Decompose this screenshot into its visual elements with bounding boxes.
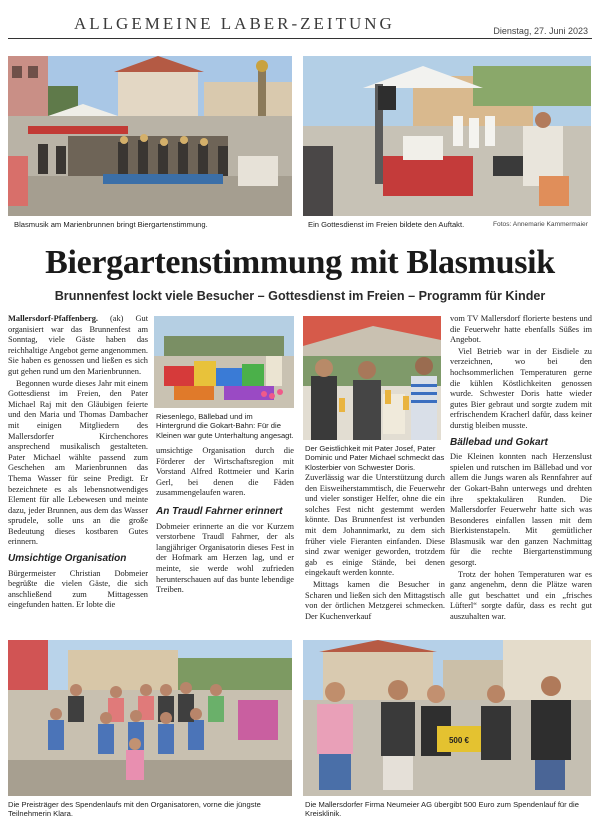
paragraph: vom TV Mallersdorf florierte bestens und die Feuerwehr hatte ebenfalls Süßes im Angebot. <box>450 314 592 345</box>
paragraph: Begonnen wurde dieses Jahr mit einem Gottesdienst im Freien, den Pater Michael Raj mit den Gläubigen feierte und den Maria und Thomas Dambacher mit einigen Mitgliedern des Mallersdorfer Kirchenchores ansprechend musikalisch gestalteten. Pater Michael wählte passend zum Geschehen am Marienbrunnen das Thema Wasser für seine Predigt. Er bezeichnete es als lebensnotwendiges Element für alle Lebewesen und meinte dazu, jeder Brunnen, aus dem das Wasser sprudele, solle uns an die große Bedeutung dieses kostbaren Gutes erinnern. <box>8 378 148 547</box>
headline: Biergartenstimmung mit Blasmusik <box>45 244 555 281</box>
section-heading: An Traudl Fahrner erinnert <box>156 505 283 517</box>
photo-charity-run-winners <box>8 640 292 796</box>
article-column-1 <box>8 314 148 611</box>
photo-brass-band <box>8 56 292 216</box>
photo-credit: Fotos: Annemarie Kammermaier <box>493 221 588 228</box>
dateline: Mallersdorf-Pfaffenberg. <box>8 314 98 323</box>
section-heading: Umsichtige Organisation <box>8 553 127 565</box>
article-column-2 <box>156 446 294 596</box>
paragraph: Viel Betrieb war in der Eisdiele zu verzeichnen, wo bei den hochsommerlichen Temperaturen gerne die kühlen Köstlichkeiten genossen wurde. Schwester Doris hatte wieder gutes Bier gebraut und sorgte zudem mit erfrischendem Kracherl dafür, dass keiner durstig bleiben musste. <box>450 346 592 430</box>
article-column-3 <box>305 473 445 622</box>
paragraph: Gut organisiert war das Brunnenfest am Sonntag, viele Gäste haben das reichhaltige Angebot gerne angenommen. Sie haben es genossen und ließen es sich gut gehen rund um den Marienbrunnen. <box>8 314 149 376</box>
caption-clergy: Der Geistlichkeit mit Pater Josef, Pater Dominic und Pater Michael schmeckt das Klosterbier von Schwester Doris. <box>305 444 445 472</box>
donation-sign-text: 500 € <box>448 736 470 745</box>
paragraph: Zuverlässig war die Unterstützung durch den Eisweiherstammtisch, die Feuerwehr und vieler sonstiger Helfer, ohne die ein solches Fest nicht gestemmt werden könnte. Das Brunnenfest ist verbunden mit dem Johannimarkt, zu dem sich früher viele Fieranten einfanden. Diese sind zwar weniger geworden, trotzdem gab es einige Stände, bei denen eingekauft werden konnte. <box>305 473 445 578</box>
caption-bottom-left: Die Preisträger des Spendenlaufs mit den Organisatoren, vorne die jüngste Teilnehmerin Klara. <box>8 800 261 819</box>
paragraph: Trotz der hohen Temperaturen war es ganz angenehm, denn die Plätze waren alle gut beschattet und ein „frisches Lüfterl“ sorgte dafür, dass es recht gut auszuhalten war. <box>450 569 592 622</box>
photo-donation-handover <box>303 640 591 796</box>
caption-top-left: Blasmusik am Marienbrunnen bringt Biergartenstimmung. <box>14 220 208 229</box>
photo-outdoor-service <box>303 56 591 216</box>
masthead <box>8 4 592 39</box>
section-heading: Bällebad und Gokart <box>450 436 548 448</box>
caption-kids: Riesenlego, Bällebad und im Hintergrund die Gokart-Bahn: Für die Kleinen war gute Unterhaltung angesagt. <box>156 412 294 440</box>
photo-kids-play <box>154 316 294 408</box>
article-column-4 <box>450 314 592 623</box>
paragraph: Bürgermeister Christian Dobmeier begrüßte die vielen Gäste, die sich anschließend zum Mittagessen eingefunden hatten. Er lobte die <box>8 568 148 610</box>
paragraph: umsichtige Organisation durch die Förderer der Wirtschaftsregion mit Vorstand Alfred Rottmeier und Karin Gerl, bei denen die Fäden zusammengelaufen waren. <box>156 446 294 498</box>
newspaper-name: ALLGEMEINE LABER-ZEITUNG <box>74 14 395 33</box>
subheadline: Brunnenfest lockt viele Besucher – Gottesdienst im Freien – Programm für Kinder <box>54 289 546 303</box>
caption-bottom-right: Die Mallersdorfer Firma Neumeier AG übergibt 500 Euro zum Spendenlauf für die Kreisklinik. <box>305 800 579 819</box>
photo-clergy-beer <box>303 316 441 440</box>
author-tag: (ak) <box>109 314 124 323</box>
caption-top-right: Ein Gottesdienst im Freien bildete den Auftakt. <box>308 220 465 229</box>
paragraph: Die Kleinen konnten nach Herzenslust spielen und rutschen im Bällebad und vor allem die Jungs waren als Rennfahrer auf der Gokart-Bahn unterwegs und drehten ihre spektakulären Runden. Die Mallersdorfer Feuerwehr hatte sich was Besonderes einfallen lassen mit dem Bierkistenstapeln. Mit gemütlicher Blasmusik war den ganzen Nachmittag für die rechte Biergartenstimmung gesorgt. <box>450 452 592 568</box>
issue-date: Dienstag, 27. Juni 2023 <box>493 26 588 36</box>
paragraph: Mittags kamen die Besucher in Scharen und ließen sich den Mittagstisch von der örtlichen Metzgerei schmecken. Der Kuchenverkauf <box>305 579 445 621</box>
paragraph: Dobmeier erinnerte an die vor Kurzem verstorbene Traudl Fahrner, der als langjähriger Organisatorin dieses Fest in der Hofmark am Herzen lag, und er meinte, sie werde wohl zufrieden herunterschauen auf das bunte lebendige Treiben. <box>156 521 294 595</box>
